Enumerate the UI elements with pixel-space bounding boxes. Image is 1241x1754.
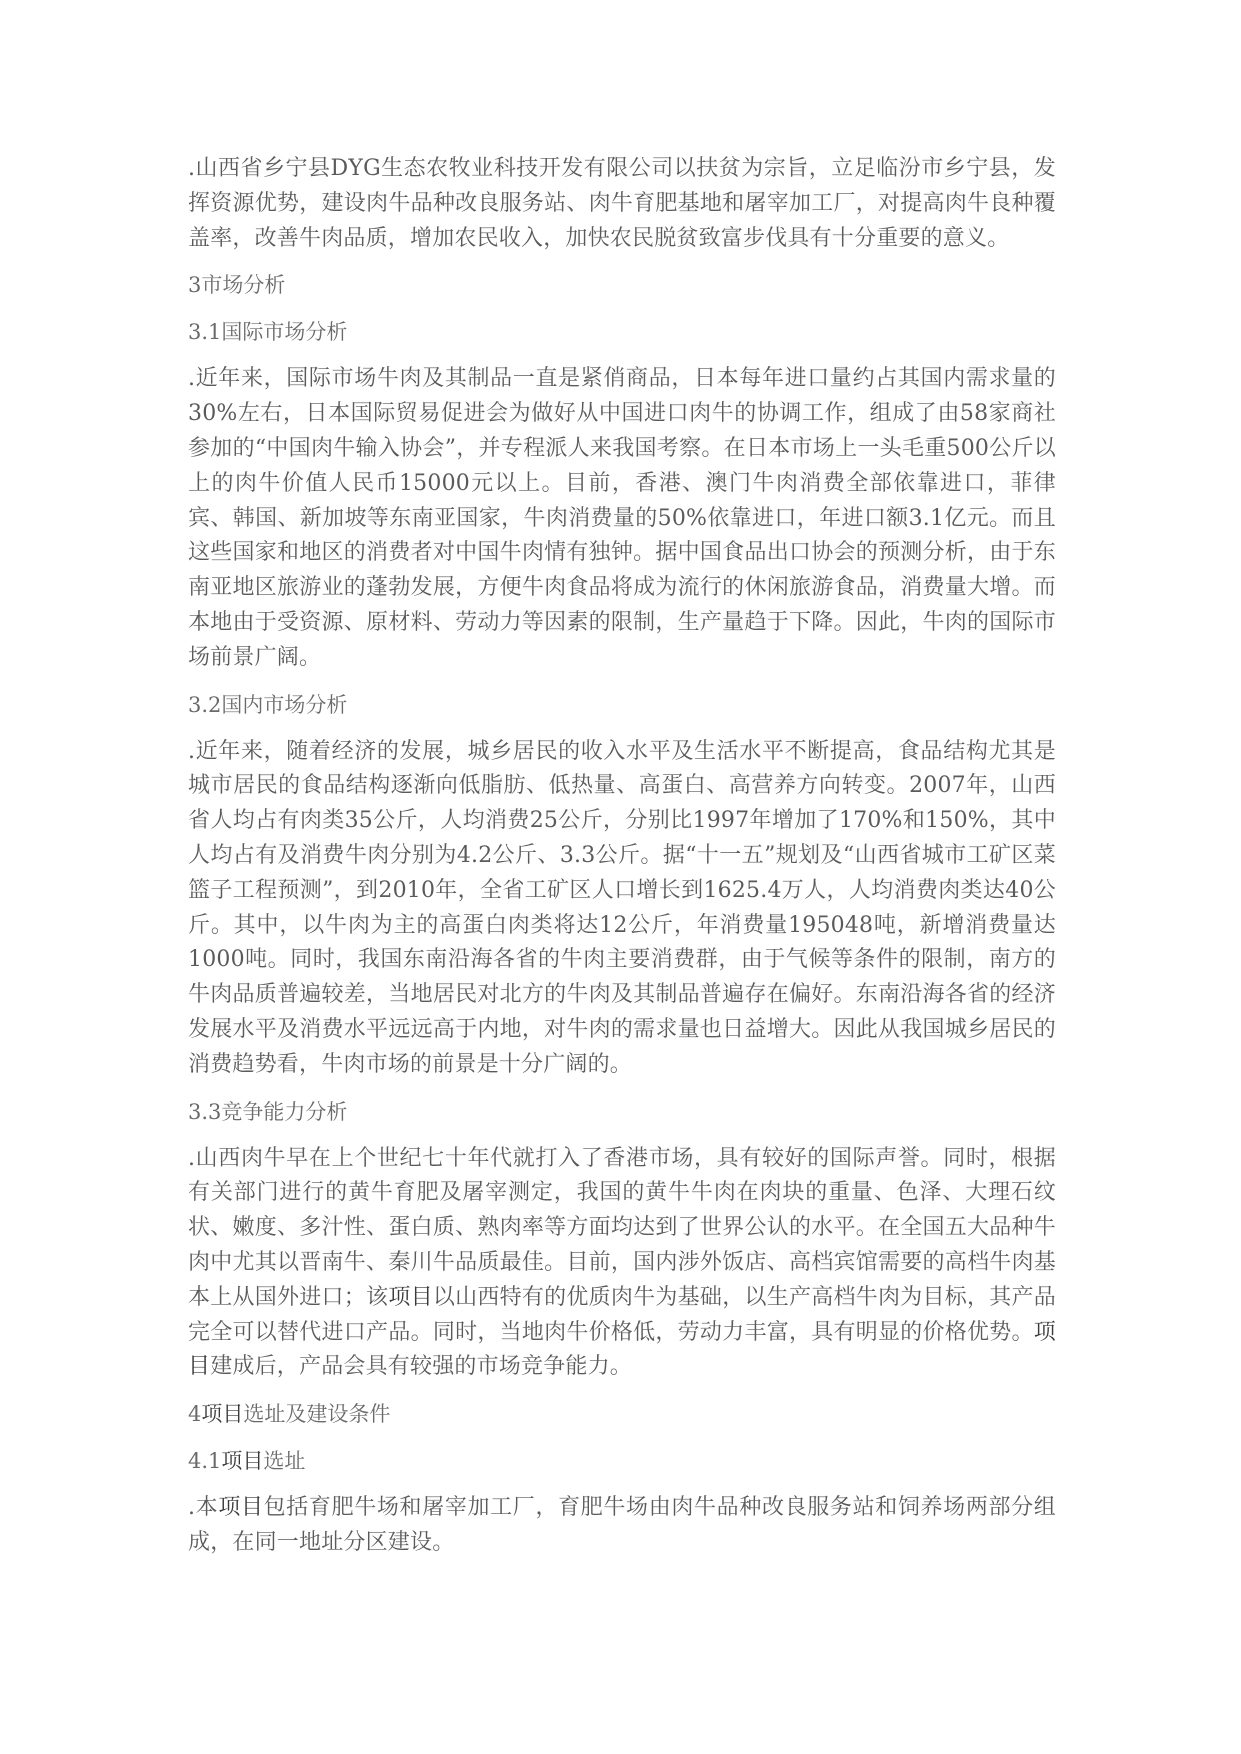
competitiveness-text-1: .山西肉牛早在上个世纪七十年代就打入了香港市场，具有较好的国际声誉。同时，根据有关部门进行的黄牛育肥及屠宰测定，我国的黄牛牛肉在肉块的重量、色泽、大理石纹状、嫩度、多汁性、蛋白质、熟肉率等方面均达到了世界公认的水平。在全国五大品种牛肉中尤其以晋南牛、秦川牛品质最佳。目前，国内涉外饭店、高档宾馆需要的高档牛肉基本上从国外进口；该 bbox=[188, 1145, 1056, 1310]
site-selection-text: 包括育肥牛场和屠宰加工厂，育肥牛场由肉牛品种改良服务站和饲养场两部分组成，在同一地址分区建设。 bbox=[188, 1495, 1056, 1555]
section-4-1-title: 选址 bbox=[263, 1449, 306, 1474]
site-selection-paragraph bbox=[188, 1491, 1056, 1561]
section-4-number: 4 bbox=[188, 1402, 202, 1427]
section-3-1-heading: 3.1国际市场分析 bbox=[188, 320, 348, 345]
section-3-2-heading: 3.2国内市场分析 bbox=[188, 692, 348, 717]
project-keyword: 项目 bbox=[221, 1449, 264, 1474]
site-selection-prefix: .本 bbox=[188, 1495, 219, 1521]
project-keyword: 项目 bbox=[201, 1402, 244, 1427]
project-keyword: 项目 bbox=[388, 1284, 433, 1310]
competitiveness-text-2: 以山西特有的优质肉牛为基础，以生产高档牛肉为目标，其产品完全可以替代进口产品。同时，当地肉牛价格低，劳动力丰富，具有明显的价格优势。 bbox=[188, 1284, 1056, 1345]
competitiveness-text-3: 建成后，产品会具有较强的市场竞争能力。 bbox=[210, 1354, 633, 1380]
section-4-title: 选址及建设条件 bbox=[243, 1402, 391, 1427]
section-3-3-heading: 3.3竞争能力分析 bbox=[188, 1099, 348, 1124]
document-page bbox=[188, 152, 1056, 1561]
section-4-1-number: 4.1 bbox=[188, 1449, 222, 1474]
project-keyword: 项目 bbox=[218, 1495, 264, 1521]
project-keyword: 项目 bbox=[188, 1319, 1056, 1380]
domestic-market-paragraph: .近年来，随着经济的发展，城乡居民的收入水平及生活水平不断提高，食品结构尤其是城市居民的食品结构逐渐向低脂肪、低热量、高蛋白、高营养方向转变。2007年，山西省人均占有肉类35公斤，人均消费25公斤，分别比1997年增加了170%和150%，其中人均占有及消费牛肉分别为4.2公斤、3.3公斤。据“十一五”规划及“山西省城市工矿区菜篮子工程预测”，到2010年，全省工矿区人口增长到1625.4万人，人均消费肉类达40公斤。其中，以牛肉为主的高蛋白肉类将达12公斤，年消费量195048吨，新增消费量达1000吨。同时，我国东南沿海各省的牛肉主要消费群，由于气候等条件的限制，南方的牛肉品质普遍较差，当地居民对北方的牛肉及其制品普遍存在偏好。东南沿海各省的经济发展水平及消费水平远远高于内地，对牛肉的需求量也日益增大。因此从我国城乡居民的消费趋势看，牛肉市场的前景是十分广阔的。 bbox=[188, 738, 1056, 1077]
competitiveness-paragraph bbox=[188, 1142, 1056, 1386]
international-market-paragraph: .近年来，国际市场牛肉及其制品一直是紧俏商品，日本每年进口量约占其国内需求量的30%左右，日本国际贸易促进会为做好从中国进口肉牛的协调工作，组成了由58家商社参加的“中国肉牛输入协会”，并专程派人来我国考察。在日本市场上一头毛重500公斤以上的肉牛价值人民币15000元以上。目前，香港、澳门牛肉消费全部依靠进口，菲律宾、韩国、新加坡等东南亚国家，牛肉消费量的50%依靠进口，年进口额3.1亿元。而且这些国家和地区的消费者对中国牛肉情有独钟。据中国食品出口协会的预测分析，由于东南亚地区旅游业的蓬勃发展，方便牛肉食品将成为流行的休闲旅游食品，消费量大增。而本地由于受资源、原材料、劳动力等因素的限制，生产量趋于下降。因此，牛肉的国际市场前景广阔。 bbox=[188, 366, 1056, 670]
section-4-1-heading bbox=[188, 1444, 1056, 1478]
intro-paragraph: .山西省乡宁县DYG生态农牧业科技开发有限公司以扶贫为宗旨，立足临汾市乡宁县，发挥资源优势，建设肉牛品种改良服务站、肉牛育肥基地和屠宰加工厂，对提高肉牛良种覆盖率，改善牛肉品质，增加农民收入，加快农民脱贫致富步伐具有十分重要的意义。 bbox=[188, 156, 1056, 251]
section-4-heading bbox=[188, 1397, 1056, 1431]
section-3-heading: 3市场分析 bbox=[188, 273, 286, 298]
